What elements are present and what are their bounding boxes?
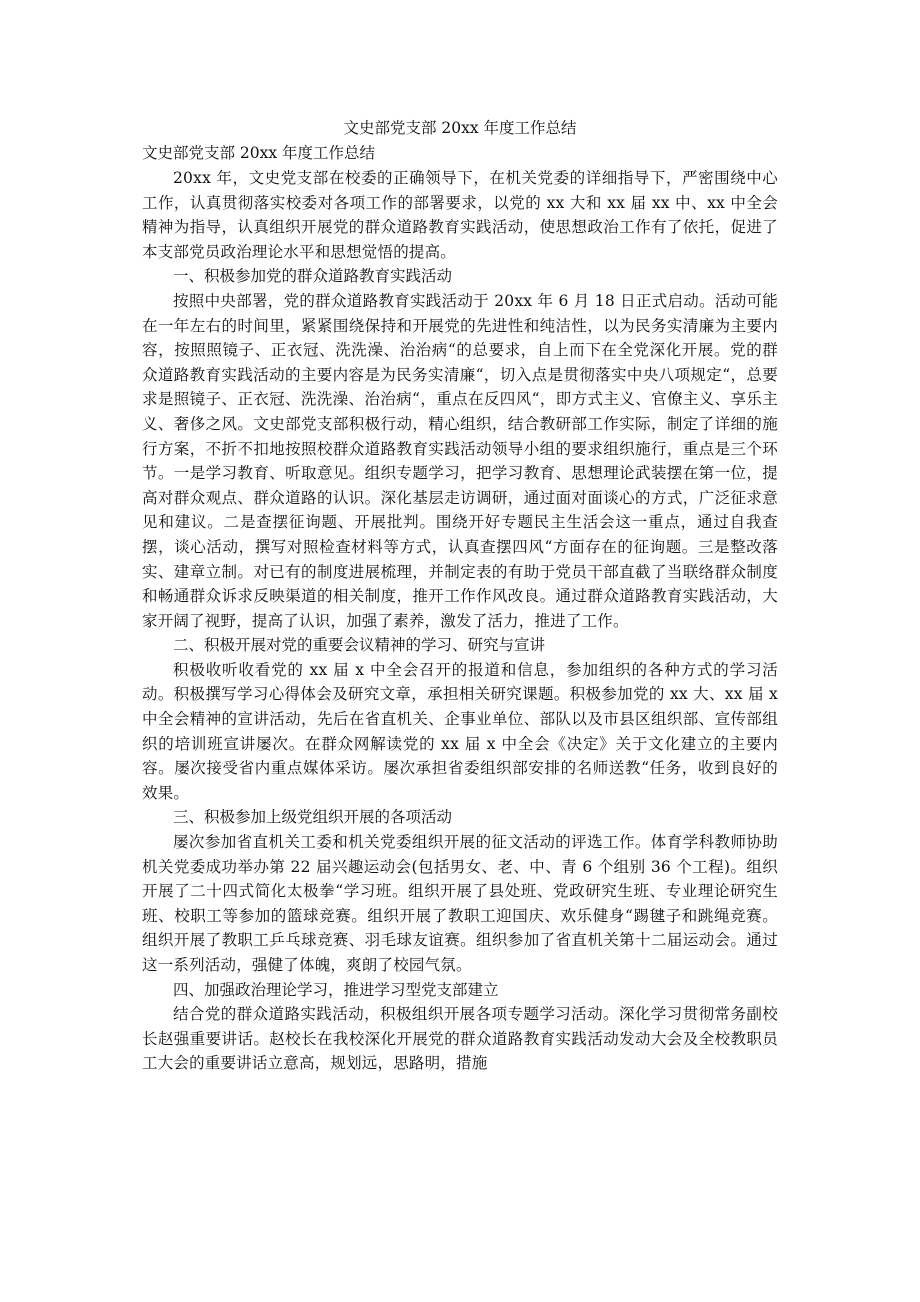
section-body-4: 结合党的群众道路实践活动，积极组织开展各项专题学习活动。深化学习贯彻常务副校长赵强重要讲话。赵校长在我校深化开展党的群众道路教育实践活动发动大会及全校教职员工大会的重要讲话立意高，规划远，思路明，措施 [142,1005,778,1073]
section-heading-3: 三、积极参加上级党组织开展的各项活动 [173,808,453,827]
section-heading-4: 四、加强政治理论学习，推进学习型党支部建立 [173,980,499,999]
document-title: 文史部党支部 20xx 年度工作总结 [343,119,577,137]
document-page [142,116,778,1076]
section-heading-2: 二、积极开展对党的重要会议精神的学习、研究与宣讲 [173,636,546,655]
section-body-3: 屡次参加省直机关工委和机关党委组织开展的征文活动的评选工作。体育学科教师协助机关党委成功举办第 22 届兴趣运动会(包括男女、老、中、青 6 个组别 36 个工程)。组织开展了二十四式简化太极拳“学习班。组织开展了县处班、党政研究生班、专业理论研究生班、校职工等参加的篮球竞赛。组织开展了教职工迎国庆、欢乐健身“踢毽子和跳绳竞赛。组织开展了教职工乒乓球竞赛、羽毛球友谊赛。组织参加了省直机关第十二届运动会。通过这一系列活动，强健了体魄，爽朗了校园气氛。 [142,833,778,974]
intro-paragraph: 20xx 年，文史党支部在校委的正确领导下，在机关党委的详细指导下，严密围绕中心工作，认真贯彻落实校委对各项工作的部署要求，以党的 xx 大和 xx 届 xx 中、xx 中全会精神为指导，认真组织开展党的群众道路教育实践活动，使思想政治工作有了依托，促进了本支部党员政治理论水平和思想觉悟的提高。 [142,169,778,261]
document-subtitle: 文史部党支部 20xx 年度工作总结 [142,144,376,162]
section-body-2: 积极收听收看党的 xx 届 x 中全会召开的报道和信息，参加组织的各种方式的学习活动。积极撰写学习心得体会及研究文章，承担相关研究课题。积极参加党的 xx 大、xx 届 x 中全会精神的宣讲活动，先后在省直机关、企事业单位、部队以及市县区组织部、宣传部组织的培训班宣讲屡次。在群众网解读党的 xx 届 x 中全会《决定》关于文化建立的主要内容。屡次接受省内重点媒体采访。屡次承担省委组织部安排的名师送教“任务，收到良好的效果。 [142,660,778,802]
section-heading-1: 一、积极参加党的群众道路教育实践活动 [173,267,453,286]
section-body-1: 按照中央部署，党的群众道路教育实践活动于 20xx 年 6 月 18 日正式启动。活动可能在一年左右的时间里，紧紧围绕保持和开展党的先进性和纯洁性，以为民务实清廉为主要内容，按照照镜子、正衣冠、洗洗澡、治治病“的总要求，自上而下在全党深化开展。党的群众道路教育实践活动的主要内容是为民务实清廉“，切入点是贯彻落实中央八项规定“，总要求是照镜子、正衣冠、洗洗澡、治治病“，重点在反四风“，即方式主义、官僚主义、享乐主义、奢侈之风。文史部党支部积极行动，精心组织，结合教研部工作实际，制定了详细的施行方案，不折不扣地按照校群众道路教育实践活动领导小组的要求组织施行，重点是三个环节。一是学习教育、听取意见。组织专题学习，把学习教育、思想理论武装摆在第一位，提高对群众观点、群众道路的认识。深化基层走访调研，通过面对面谈心的方式，广泛征求意见和建议。二是查摆征询题、开展批判。围绕开好专题民主生活会这一重点，通过自我查摆，谈心活动，撰写对照检查材料等方式，认真查摆四风“方面存在的征询题。三是整改落实、建章立制。对已有的制度进展梳理，并制定表的有助于党员干部直截了当联络群众制度和畅通群众诉求反映渠道的相关制度，推开工作作风改良。通过群众道路教育实践活动，大家开阔了视野，提高了认识，加强了素养，激发了活力，推进了工作。 [142,291,778,630]
